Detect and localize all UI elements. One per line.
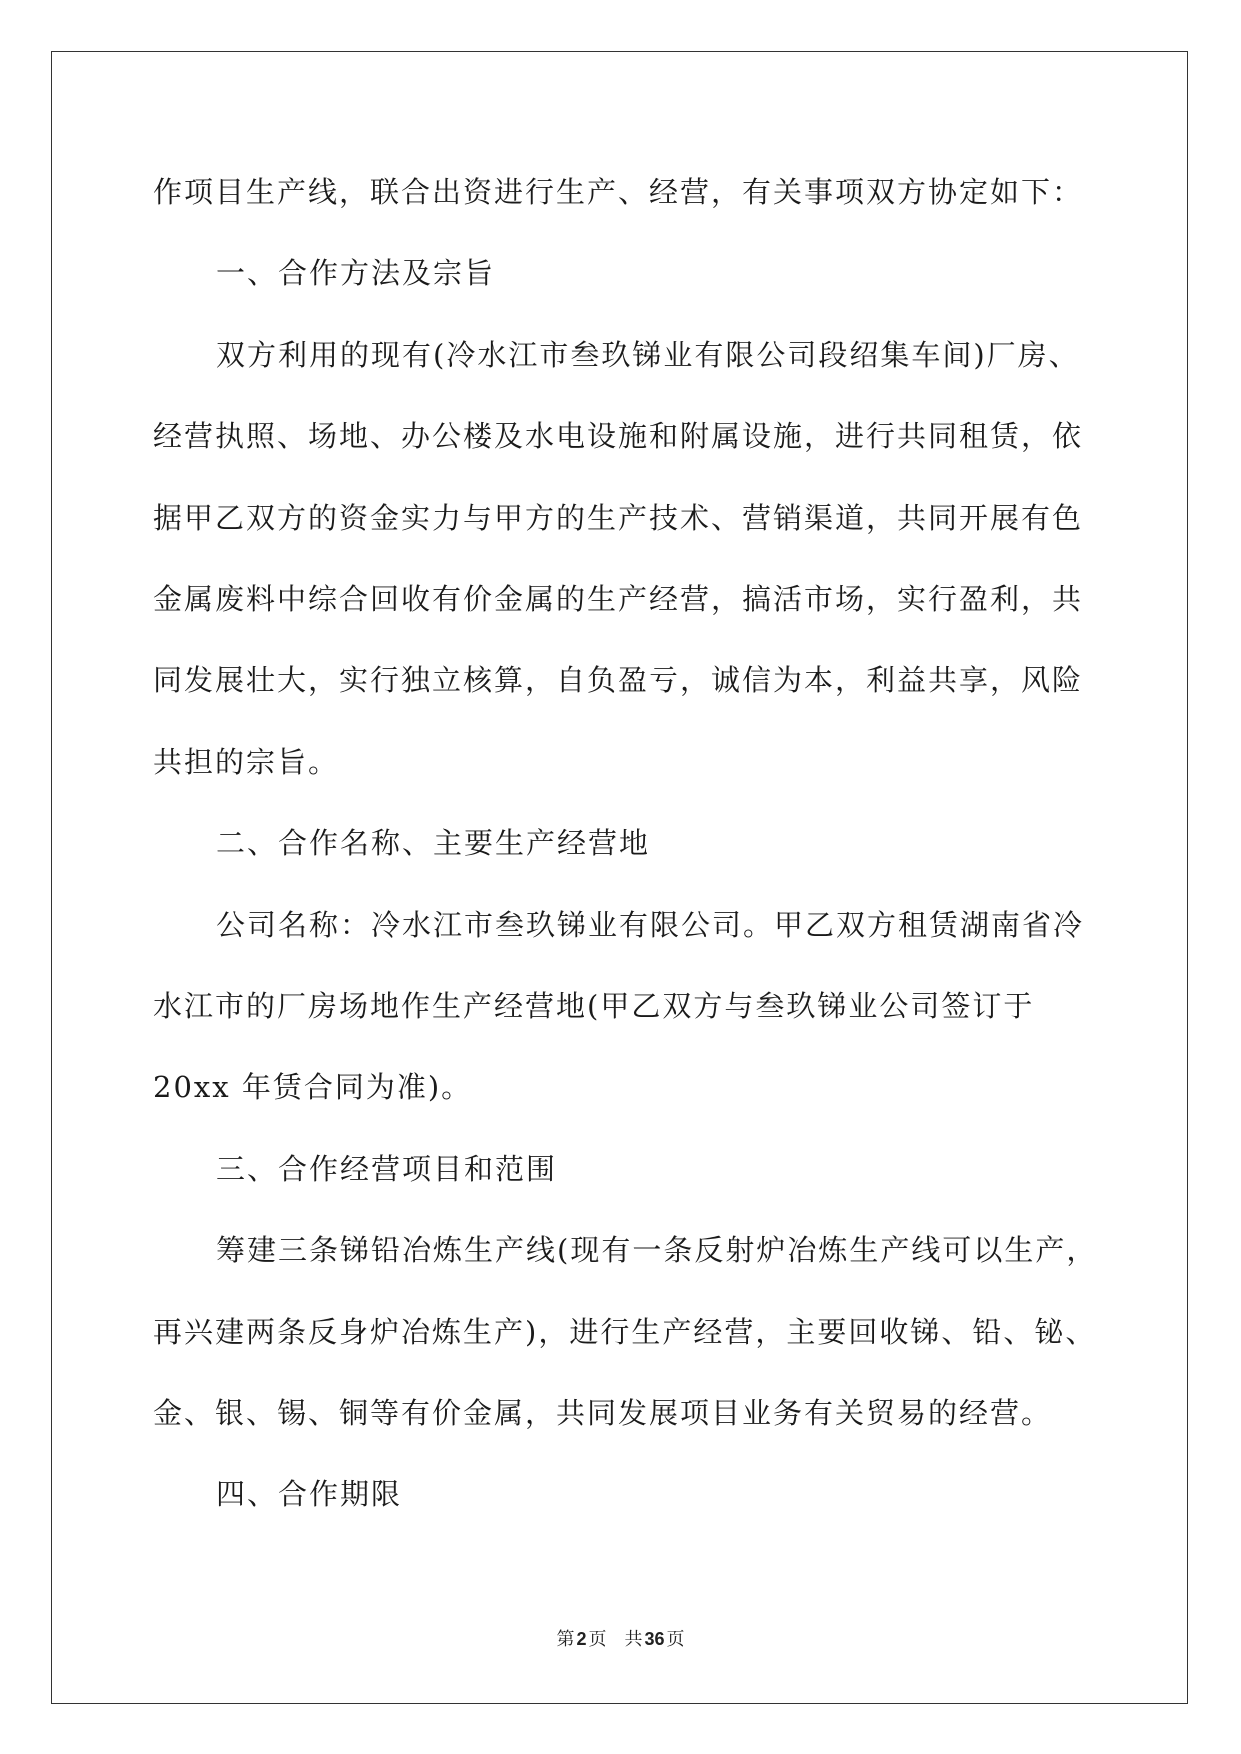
section-heading: 一、合作方法及宗旨 xyxy=(216,256,496,290)
page-border xyxy=(51,51,1188,1704)
text-line: 共担的宗旨。 xyxy=(153,745,340,779)
total-suffix: 页 xyxy=(666,1629,685,1650)
text-line: 据甲乙双方的资金实力与甲方的生产技术、营销渠道，共同开展有色 xyxy=(153,501,1084,535)
text-line: 筹建三条锑铅冶炼生产线(现有一条反射炉冶炼生产线可以生产， xyxy=(216,1233,1098,1267)
page-footer xyxy=(0,1627,1241,1651)
page-prefix: 第 xyxy=(556,1629,575,1650)
section-heading: 三、合作经营项目和范围 xyxy=(216,1152,558,1186)
total-page-count: 36 xyxy=(644,1629,665,1649)
current-page-number: 2 xyxy=(576,1629,587,1649)
text-line: 20xx 年赁合同为准)。 xyxy=(153,1070,473,1104)
total-prefix: 共 xyxy=(624,1629,643,1650)
text-line: 水江市的厂房场地作生产经营地(甲乙双方与叁玖锑业公司签订于 xyxy=(153,989,1035,1023)
section-heading: 四、合作期限 xyxy=(216,1477,403,1511)
text-line: 双方利用的现有(冷水江市叁玖锑业有限公司段绍集车间)厂房、 xyxy=(216,338,1080,372)
text-line: 金属废料中综合回收有价金属的生产经营，搞活市场，实行盈利，共 xyxy=(153,582,1084,616)
text-line: 公司名称：冷水江市叁玖锑业有限公司。甲乙双方租赁湖南省冷 xyxy=(216,908,1085,942)
text-line: 经营执照、场地、办公楼及水电设施和附属设施，进行共同租赁，依 xyxy=(153,419,1084,453)
page-suffix: 页 xyxy=(588,1629,607,1650)
text-line: 作项目生产线，联合出资进行生产、经营，有关事项双方协定如下： xyxy=(153,175,1084,209)
section-heading: 二、合作名称、主要生产经营地 xyxy=(216,826,651,860)
text-line: 金、银、锡、铜等有价金属，共同发展项目业务有关贸易的经营。 xyxy=(153,1396,1053,1430)
text-line: 再兴建两条反身炉冶炼生产)，进行生产经营，主要回收锑、铅、铋、 xyxy=(153,1315,1097,1349)
text-line: 同发展壮大，实行独立核算，自负盈亏，诚信为本，利益共享，风险 xyxy=(153,663,1084,697)
